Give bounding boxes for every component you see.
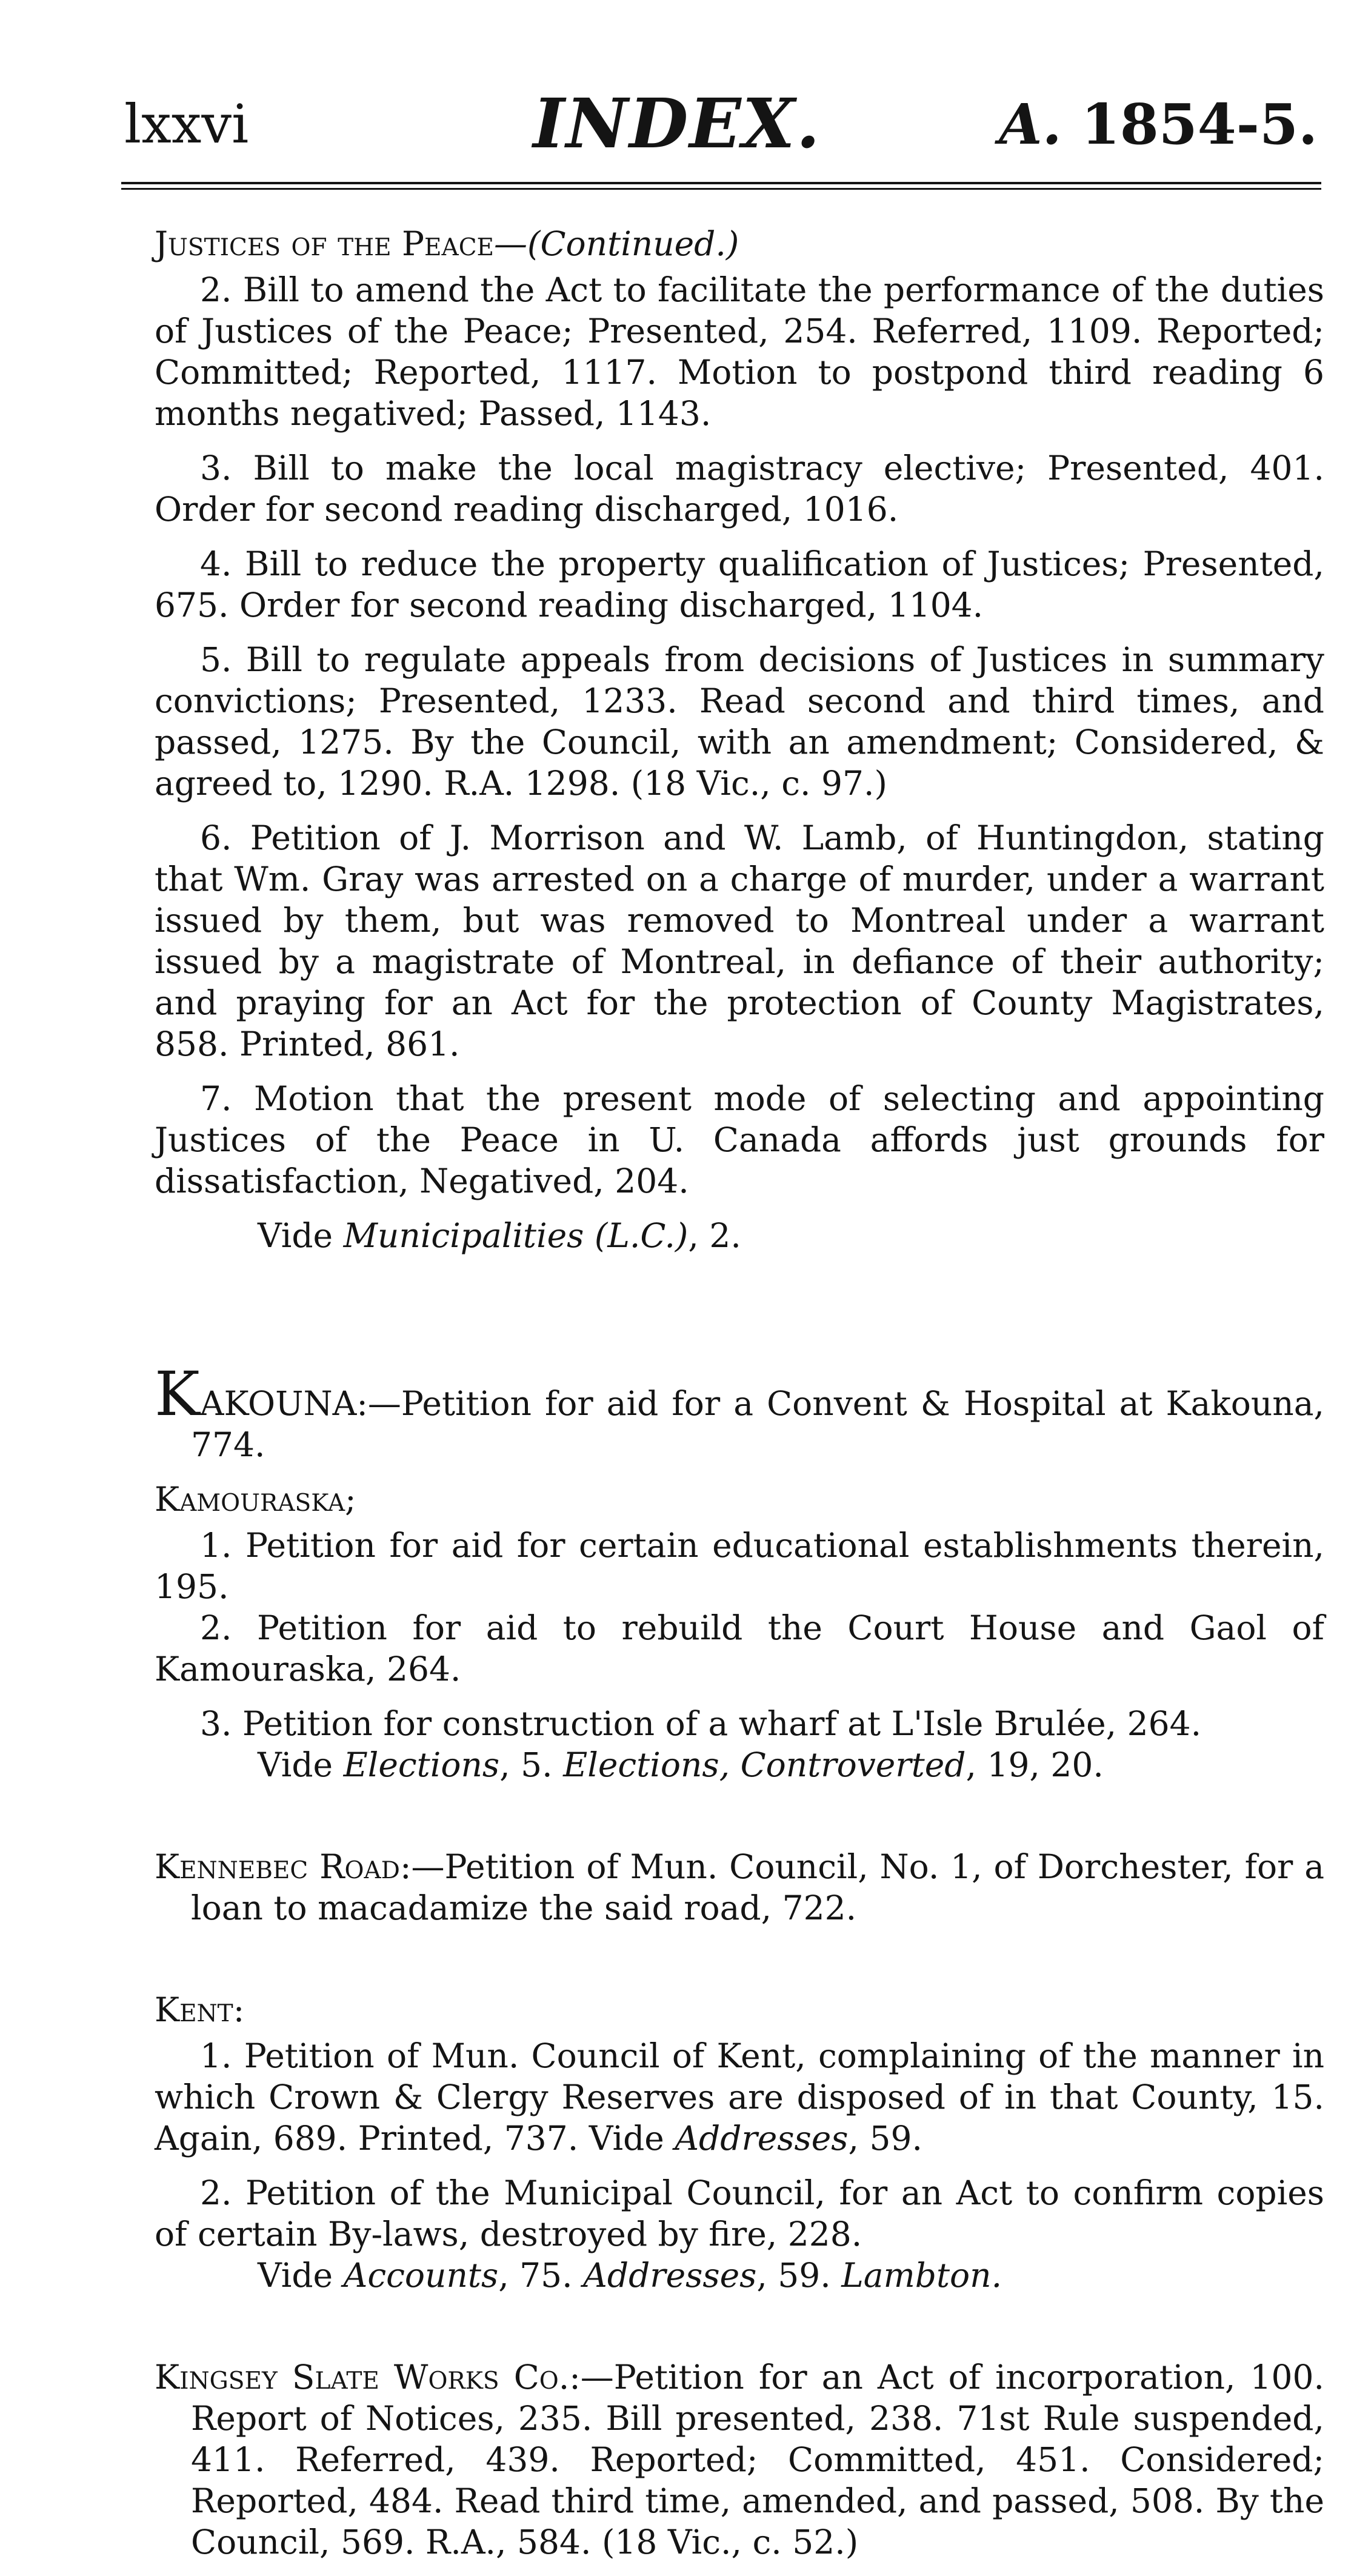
vide-label: Vide (258, 1216, 333, 1255)
kamouraska-item-2: 2. Petition for aid to rebuild the Court House and Gaol of Kamouraska, 264. (155, 1608, 1324, 1688)
vide-number: , 2. (688, 1216, 741, 1255)
entry-justices-heading (155, 223, 1324, 264)
item-text: 1. Petition of Mun. Council of Kent, complaining of the manner in which Crown & Clergy Reserves are disposed of in that County, 15. Again, 689. Printed, 737. (155, 2036, 1324, 2158)
entry-text: :—Petition of Mun. Council, No. 1, of Dorchester, for a loan to macadamize the said road, 722. (191, 1847, 1325, 1927)
index-content (155, 223, 1324, 2576)
vide-reference: Accounts (343, 2256, 499, 2295)
justices-item-5: 5. Bill to regulate appeals from decisions of Justices in summary convictions; Presented, 1233. Read second and third times, and passed, 1275. By the Council, with an amendment; Considered, & agreed to, 1290. R.A. 1298. (18 Vic., c. 97.) (155, 640, 1324, 803)
vide-reference: Elections, Controverted (563, 1745, 966, 1784)
entry-kakouna (155, 1359, 1324, 1465)
entry-title: Justices of the Peace (155, 224, 495, 263)
section-gap (155, 1270, 1324, 1374)
vide-number: , 19, 20. (965, 1745, 1104, 1784)
header-rule-bottom (121, 188, 1321, 190)
section-gap (155, 2309, 1324, 2357)
section-gap (155, 1799, 1324, 1846)
section-initial-k: K (155, 1359, 200, 1430)
kent-item-1 (155, 2035, 1324, 2159)
entry-title: AKOUNA (199, 1384, 357, 1423)
justices-item-3: 3. Bill to make the local magistracy elective; Presented, 401. Order for second reading discharged, 1016. (155, 449, 1324, 529)
vide-reference: Municipalities (L.C.) (343, 1216, 689, 1255)
vide-number: , 59. (756, 2256, 831, 2295)
header-rule-top (121, 182, 1321, 184)
entry-title: Kennebec Road (155, 1847, 400, 1886)
entry-kent-heading (155, 1989, 1324, 2030)
justices-item-6: 6. Petition of J. Morrison and W. Lamb, of Huntingdon, stating that Wm. Gray was arrested on a charge of murder, under a warrant issued by them, but was removed to Montreal under a warrant issued by a magistrate of Montreal, in defiance of their authority; and praying for an Act for the protection of County Magistrates, 858. Printed, 861. (155, 818, 1324, 1063)
vide-reference: Elections (343, 1745, 500, 1784)
page-number: lxxvi (124, 93, 249, 155)
page-header (0, 84, 1354, 164)
entry-kamouraska-heading (155, 1479, 1324, 1520)
continued-label: —(Continued.) (494, 224, 739, 263)
session-year: 1854-5. (1081, 92, 1318, 157)
vide-number: , 59. (848, 2119, 922, 2158)
justices-vide (155, 1215, 1324, 1256)
vide-number: , 5. (499, 1745, 553, 1784)
justices-item-2: 2. Bill to amend the Act to facilitate the performance of the duties of Justices of the Peace; Presented, 254. Referred, 1109. Reported; Committed; Reported, 1117. Motion to postpond third reading 6 months negatived; Passed, 1143. (155, 270, 1324, 433)
section-gap (155, 1942, 1324, 1989)
entry-title: Kamouraska (155, 1480, 345, 1519)
heading-punct: ; (345, 1480, 356, 1519)
session-letter: A. (999, 92, 1062, 157)
justices-item-7: 7. Motion that the present mode of selecting and appointing Justices of the Peace in U. Canada affords just grounds for dissatisfaction, Negatived, 204. (155, 1079, 1324, 1200)
entry-kingsey-slate-works (155, 2357, 1324, 2563)
vide-number: , 75. (498, 2256, 573, 2295)
vide-label: Vide (578, 2119, 675, 2158)
entry-text: :—Petition for an Act of incorporation, 100. Report of Notices, 235. Bill presented, 238. 71st Rule suspended, 411. Referred, 439. Reported; Committed, 451. Considered; Reported, 484. Read third time, amended, and passed, 508. By the Council, 569. R.A., 584. (18 Vic., c. 52.) (191, 2358, 1325, 2561)
vide-reference: Addresses (675, 2119, 849, 2158)
kamouraska-vide (155, 1744, 1324, 1785)
entry-title: Kingsey Slate Works Co. (155, 2358, 570, 2397)
kent-item-2: 2. Petition of the Municipal Council, for an Act to confirm copies of certain By-laws, destroyed by fire, 228. (155, 2173, 1324, 2253)
entry-text: :—Petition for aid for a Convent & Hospital at Kakouna, 774. (191, 1384, 1324, 1464)
kent-vide (155, 2255, 1324, 2296)
vide-label: Vide (258, 1745, 333, 1784)
vide-reference: Lambton. (841, 2256, 1002, 2295)
vide-label: Vide (258, 2256, 333, 2295)
vide-reference: Addresses (583, 2256, 757, 2295)
entry-title: Kent (155, 1990, 233, 2029)
heading-punct: : (233, 1990, 245, 2029)
session-label (999, 91, 1318, 158)
kamouraska-item-1: 1. Petition for aid for certain educational establishments therein, 195. (155, 1526, 1324, 1606)
page-title: INDEX. (533, 84, 821, 164)
entry-kennebec-road (155, 1846, 1324, 1929)
kamouraska-item-3: 3. Petition for construction of a wharf at L'Isle Brulée, 264. (200, 1704, 1202, 1743)
justices-item-4: 4. Bill to reduce the property qualification of Justices; Presented, 675. Order for second reading discharged, 1104. (155, 544, 1324, 624)
